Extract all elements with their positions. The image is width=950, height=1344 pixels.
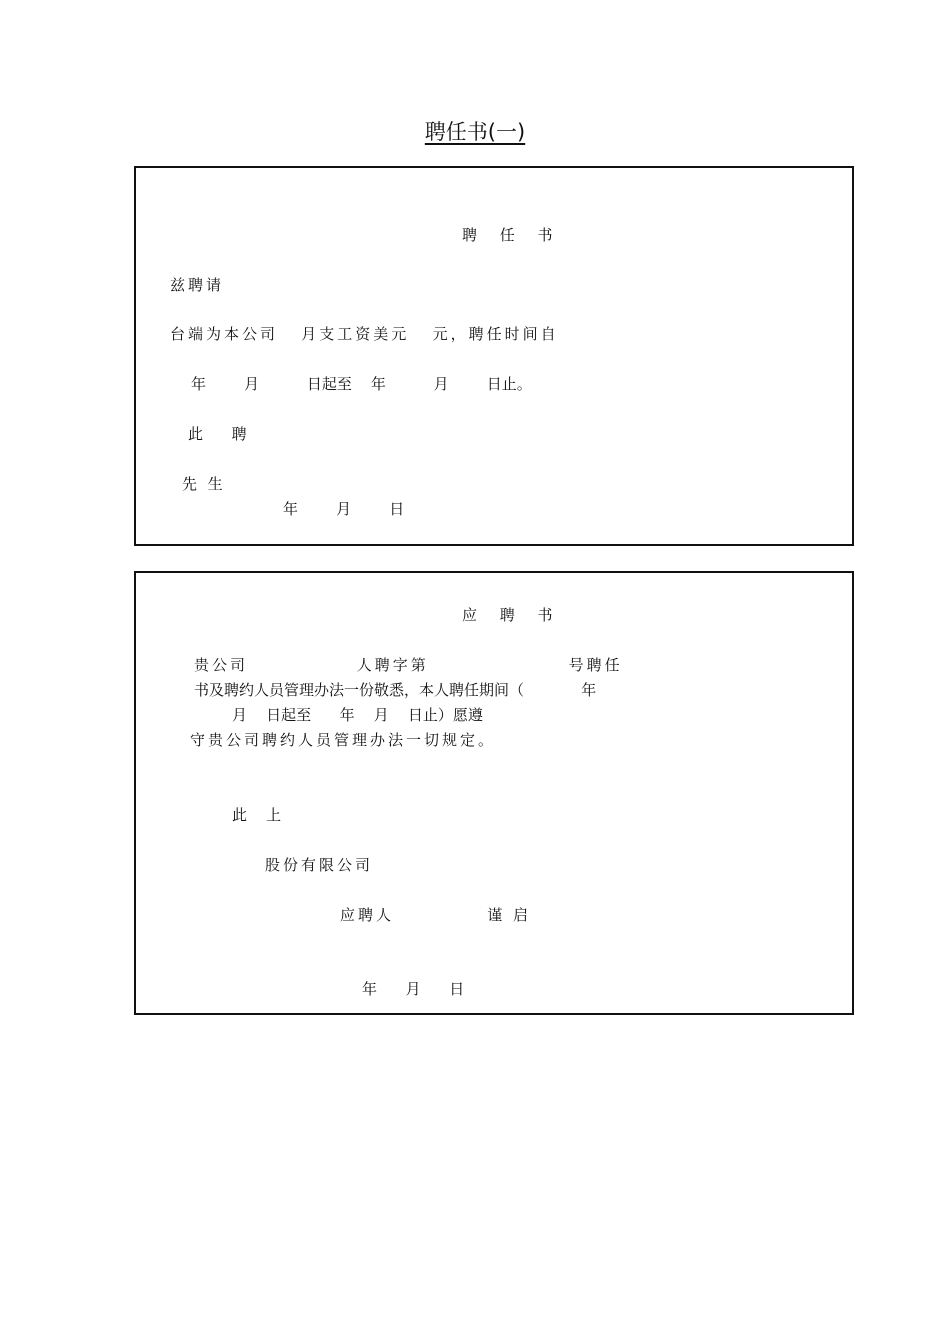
acceptance-line-1: 贵公司 人聘字第 号聘任 <box>194 656 623 674</box>
acceptance-line-4: 守贵公司聘约人员管理办法一切规定。 <box>190 731 497 749</box>
appointment-line-5: 先 生 <box>182 475 226 493</box>
acceptance-line-2: 书及聘约人员管理办法一份敬悉，本人聘任期间（ 年 <box>194 681 597 699</box>
acceptance-line-5: 此 上 <box>232 806 282 824</box>
appointment-heading: 聘 任 书 <box>462 226 562 244</box>
appointment-line-3: 年 月 日起至 年 月 日止。 <box>191 375 532 393</box>
appointment-line-2: 台端为本公司 月支工资美元 元，聘任时间自 <box>170 325 559 343</box>
acceptance-letter-box <box>134 571 854 1015</box>
page-title: 聘任书(一) <box>424 120 526 144</box>
appointment-date: 年 月 日 <box>283 500 405 518</box>
appointment-letter-box <box>134 166 854 546</box>
appointment-line-1: 兹聘请 <box>170 276 225 294</box>
appointment-line-4: 此 聘 <box>188 425 247 443</box>
acceptance-line-7: 应聘人 谨 启 <box>340 906 531 924</box>
acceptance-heading: 应 聘 书 <box>462 606 562 624</box>
acceptance-line-6: 股份有限公司 <box>265 856 374 874</box>
acceptance-line-3: 月 日起至 年 月 日止）愿遵 <box>232 706 483 724</box>
acceptance-date: 年 月 日 <box>362 980 465 998</box>
